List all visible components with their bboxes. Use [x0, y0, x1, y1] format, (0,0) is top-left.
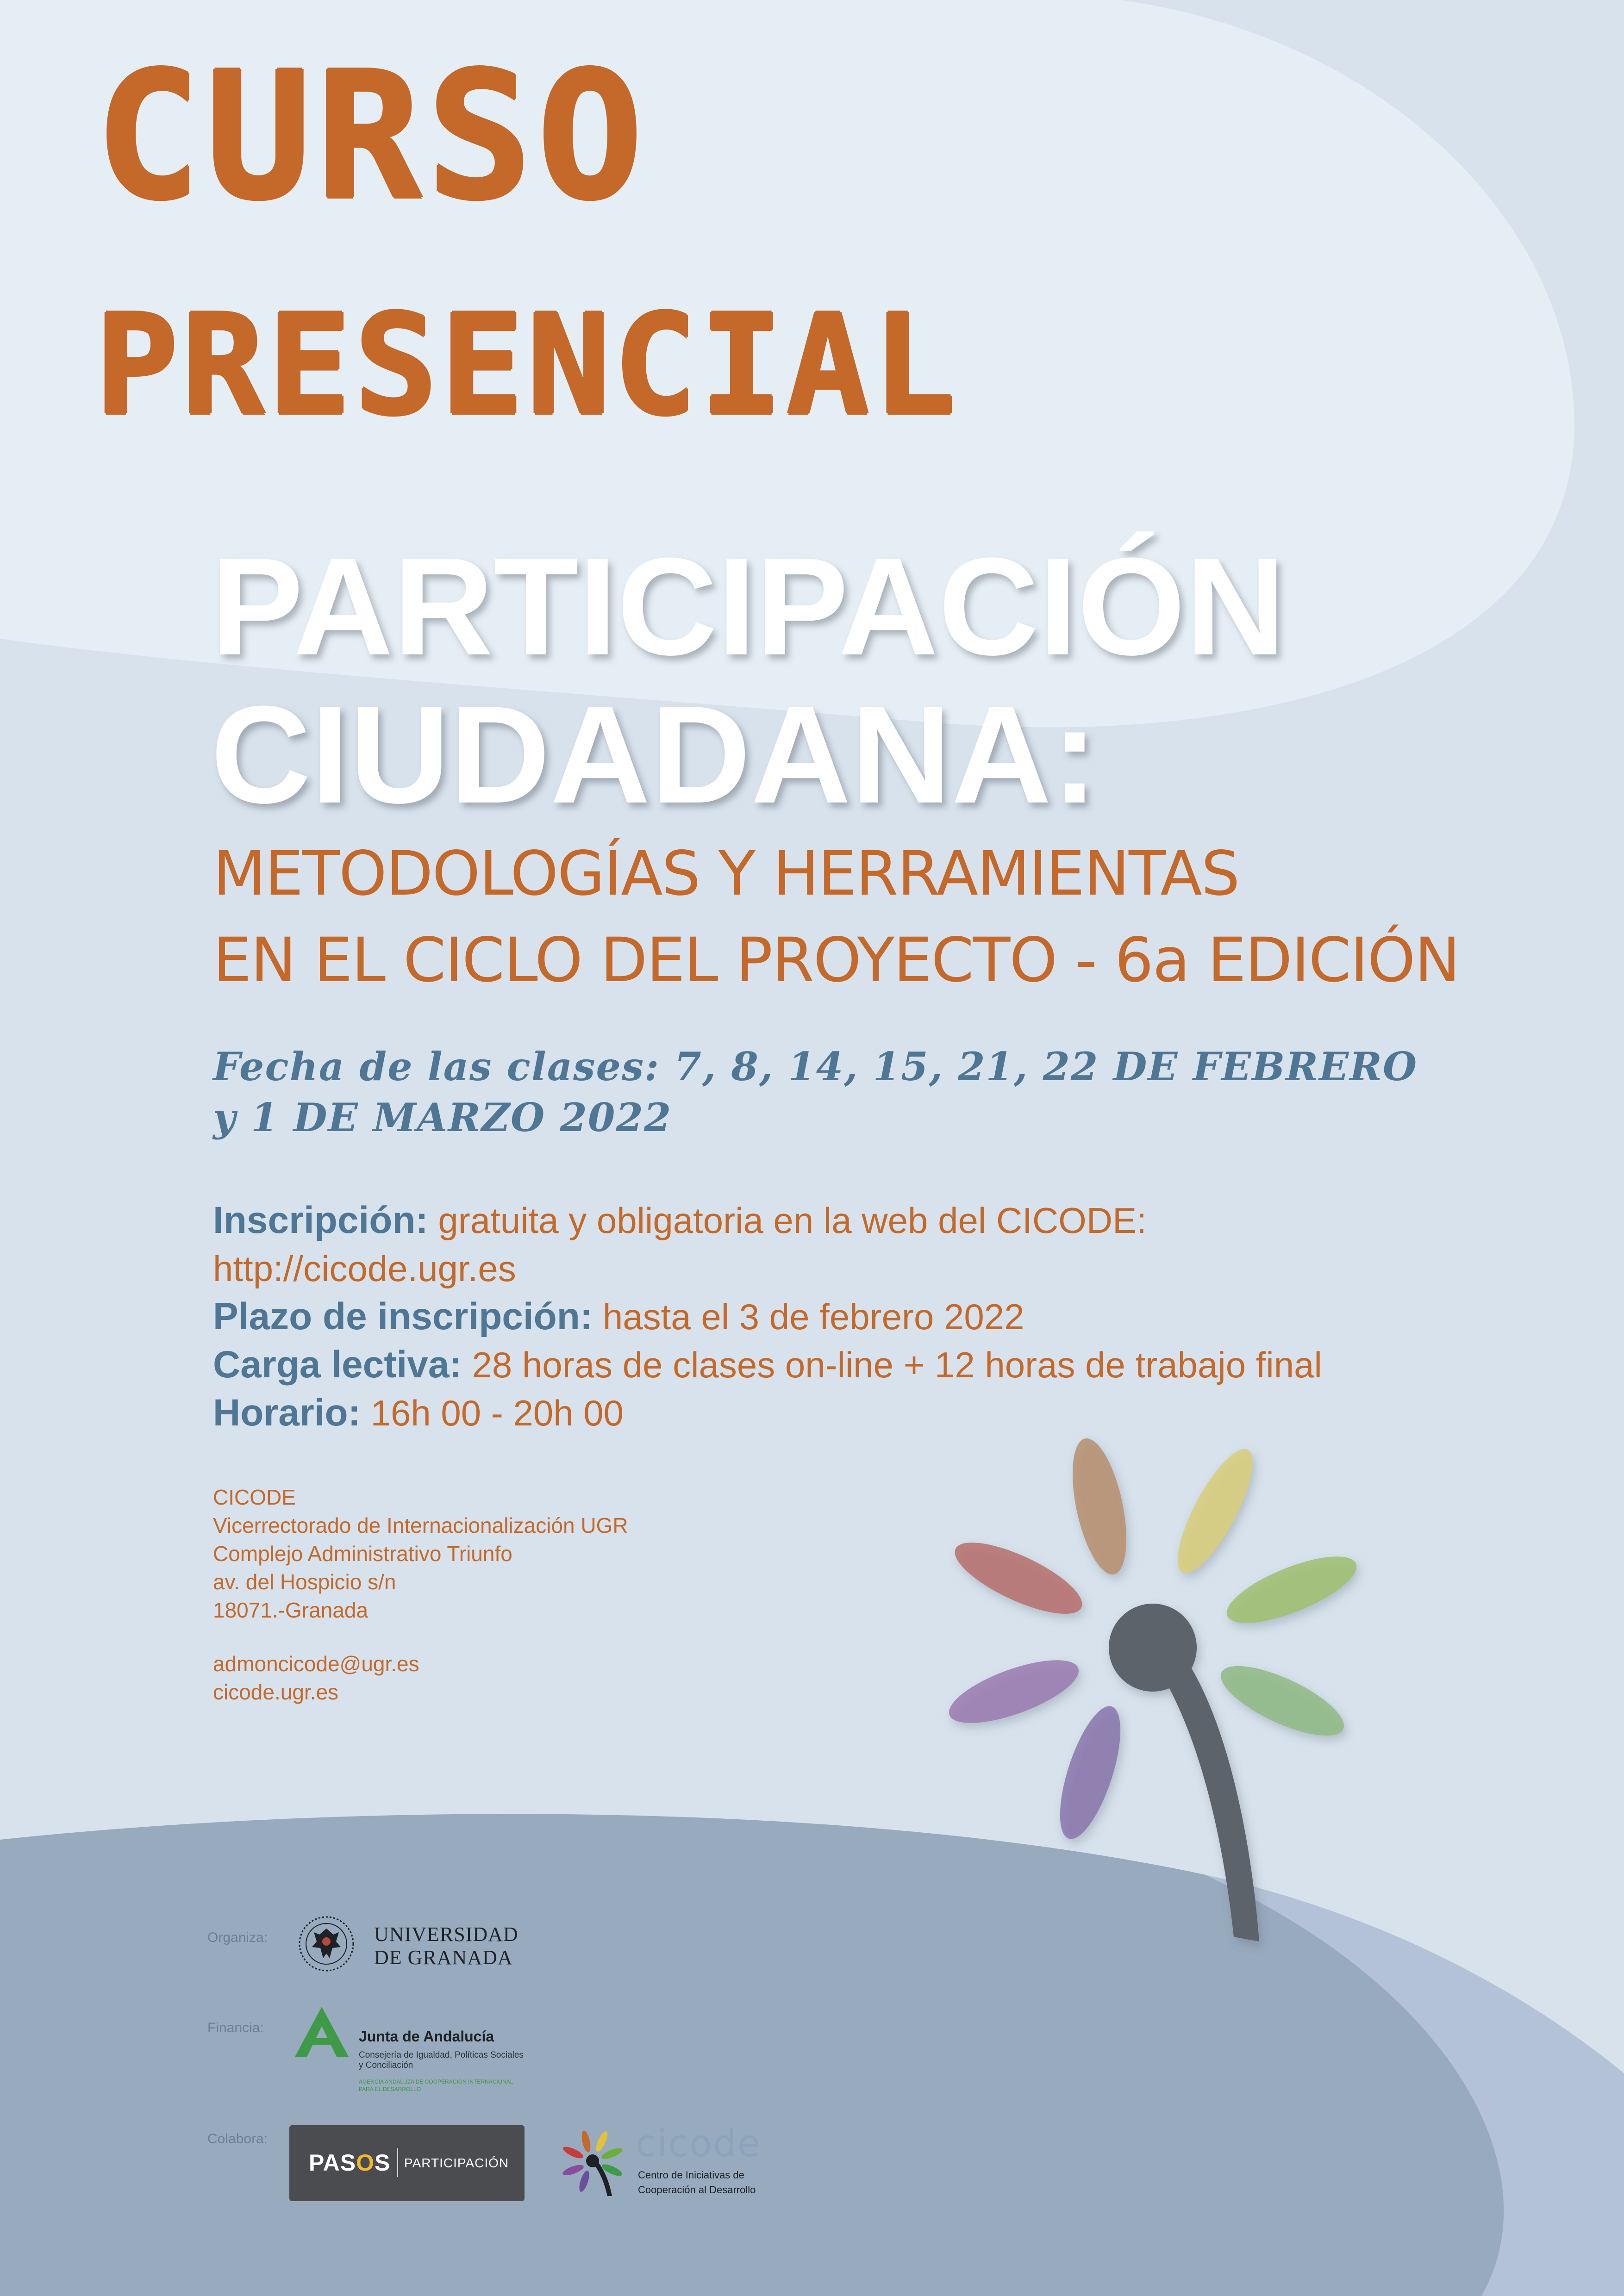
ugr-crest-icon — [296, 1914, 356, 1974]
address-line: CICODE — [213, 1485, 296, 1509]
ugr-name-line-1: UNIVERSIDAD — [374, 1923, 518, 1946]
financia-label: Financia: — [207, 2020, 264, 2035]
pasos-participacion-logo — [289, 2125, 525, 2201]
cicode-logo — [556, 2122, 768, 2205]
plazo-value: hasta el 3 de febrero 2022 — [602, 1296, 1024, 1337]
info-plazo — [213, 1293, 1024, 1341]
inscripcion-value: gratuita y obligatoria en la web del CICODE: — [438, 1200, 1147, 1241]
ugr-name-line-2: DE GRANADA — [374, 1946, 513, 1969]
contact-block — [213, 1650, 419, 1706]
address-line: Vicerrectorado de Internacionalización UGR — [213, 1513, 628, 1537]
subtitle-line-2: EN EL CICLO DEL PROYECTO - 6a EDICIÓN — [213, 925, 1460, 996]
pasos-text-o: O — [356, 2150, 375, 2176]
pasos-divider — [397, 2148, 398, 2177]
ugr-logo — [296, 1914, 537, 1974]
info-carga — [213, 1341, 1322, 1389]
address-line: 18071.-Granada — [213, 1598, 369, 1622]
info-horario — [213, 1389, 624, 1437]
main-title-line-1: PARTICIPACIÓN — [211, 529, 1286, 684]
junta-agency-line-2: PARA EL DESARROLLO — [359, 2086, 421, 2092]
junta-andalucia-logo — [289, 2004, 530, 2101]
headline-curso: CURSO — [95, 34, 648, 239]
junta-department-line-1: Consejería de Igualdad, Políticas Sociales — [359, 2050, 524, 2060]
headline-presencial: PRESENCIAL — [95, 285, 959, 446]
pasos-text-end: S — [375, 2150, 391, 2176]
pasos-text-start: PAS — [309, 2150, 356, 2176]
address-block — [213, 1483, 628, 1624]
flower-center — [1109, 1604, 1197, 1692]
cicode-name-line-2: Cooperación al Desarrollo — [638, 2184, 756, 2196]
horario-label: Horario: — [213, 1392, 361, 1434]
cicode-wordmark: cicode — [636, 2122, 762, 2165]
pasos-wordmark — [309, 2149, 390, 2176]
pasos-subtitle: PARTICIPACIÓN — [404, 2156, 509, 2170]
address-line: Complejo Administrativo Triunfo — [213, 1542, 512, 1566]
horario-value: 16h 00 - 20h 00 — [370, 1393, 624, 1433]
colabora-label: Colabora: — [207, 2131, 268, 2147]
class-dates-line-2: y 1 DE MARZO 2022 — [213, 1095, 672, 1140]
info-inscripcion — [213, 1196, 1147, 1244]
carga-label: Carga lectiva: — [213, 1344, 462, 1386]
main-title-line-2: CIUDADANA: — [211, 677, 1098, 832]
junta-agency-line-1: AGENCIA ANDALUZA DE COOPERACIÓN INTERNACIONAL — [359, 2078, 513, 2085]
organiza-label: Organiza: — [207, 1930, 268, 1945]
info-url-row — [213, 1244, 516, 1293]
junta-a-logo-icon — [289, 2004, 354, 2060]
class-dates-line-1: Fecha de las clases: 7, 8, 14, 15, 21, 22 DE FEBRERO — [213, 1044, 1418, 1089]
carga-value: 28 horas de clases on-line + 12 horas de trabajo final — [472, 1344, 1322, 1385]
junta-name: Junta de Andalucía — [359, 2028, 494, 2045]
subtitle-line-1: METODOLOGÍAS Y HERRAMIENTAS — [213, 838, 1239, 909]
inscripcion-label: Inscripción: — [213, 1199, 428, 1241]
junta-department-line-2: y Conciliación — [359, 2060, 413, 2070]
contact-email-link[interactable]: admoncicode@ugr.es — [213, 1652, 419, 1676]
address-line: av. del Hospicio s/n — [213, 1570, 396, 1594]
cicode-flower-icon — [556, 2122, 634, 2201]
cicode-name-line-1: Centro de Iniciativas de — [638, 2169, 744, 2181]
inscripcion-url-link[interactable]: http://cicode.ugr.es — [213, 1248, 516, 1289]
plazo-label: Plazo de inscripción: — [213, 1295, 593, 1338]
contact-web-link[interactable]: cicode.ugr.es — [213, 1680, 339, 1704]
